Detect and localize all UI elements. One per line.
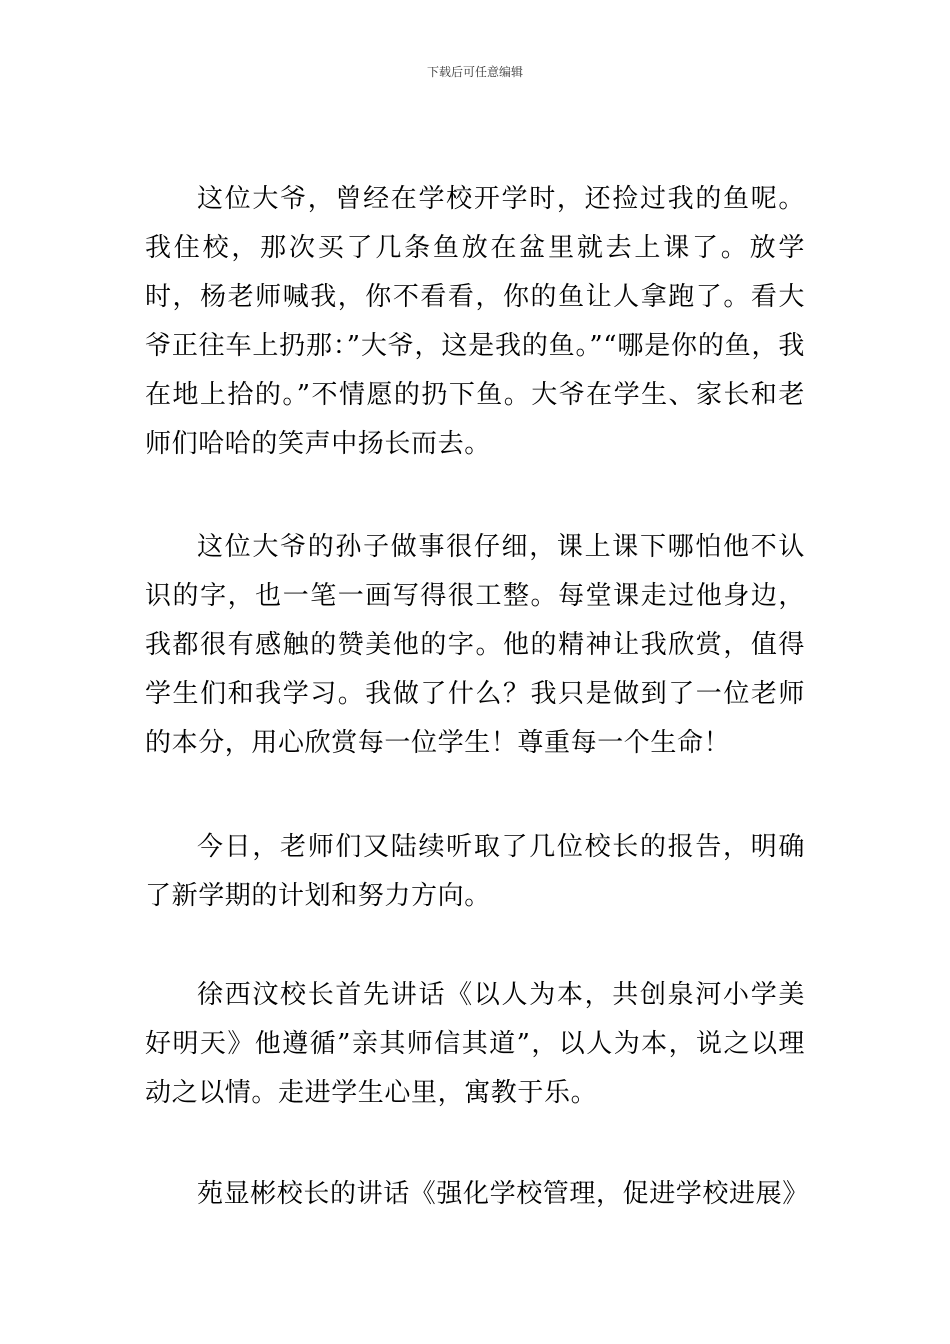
- paragraph-1: 这位大爷，曾经在学校开学时，还捡过我的鱼呢。我住校，那次买了几条鱼放在盆里就去上课了。放学时，杨老师喊我，你不看看，你的鱼让人拿跑了。看大爷正往车上扔那：”大爷，这是我的鱼。”“哪是你的鱼，我在地上拾的。”不情愿的扔下鱼。大爷在学生、家长和老师们哈哈的笑声中扬长而去。: [145, 184, 805, 459]
- paragraph-2-block: [145, 523, 805, 768]
- paragraph-2: 这位大爷的孙子做事很仔细，课上课下哪怕他不认识的字，也一笔一画写得很工整。每堂课走过他身边，我都很有感触的赞美他的字。他的精神让我欣赏，值得学生们和我学习。我做了什么？我只是做到了一位老师的本分，用心欣赏每一位学生！尊重每一个生命！: [145, 532, 805, 758]
- paragraph-1-block: [145, 175, 805, 469]
- paragraph-5: 苑显彬校长的讲话《强化学校管理，促进学校进展》: [197, 1179, 809, 1209]
- paragraph-3: 今日，老师们又陆续听取了几位校长的报告，明确了新学期的计划和努力方向。: [145, 832, 805, 911]
- paragraph-4-block: [145, 971, 805, 1118]
- paragraph-4: 徐西汶校长首先讲话《以人为本，共创泉河小学美好明天》他遵循”亲其师信其道”，以人为本，说之以理动之以情。走进学生心里，寓教于乐。: [145, 980, 805, 1108]
- paragraph-5-block: [145, 1170, 809, 1219]
- paragraph-3-block: [145, 823, 805, 921]
- page-header: 下载后可任意编辑: [426, 65, 523, 79]
